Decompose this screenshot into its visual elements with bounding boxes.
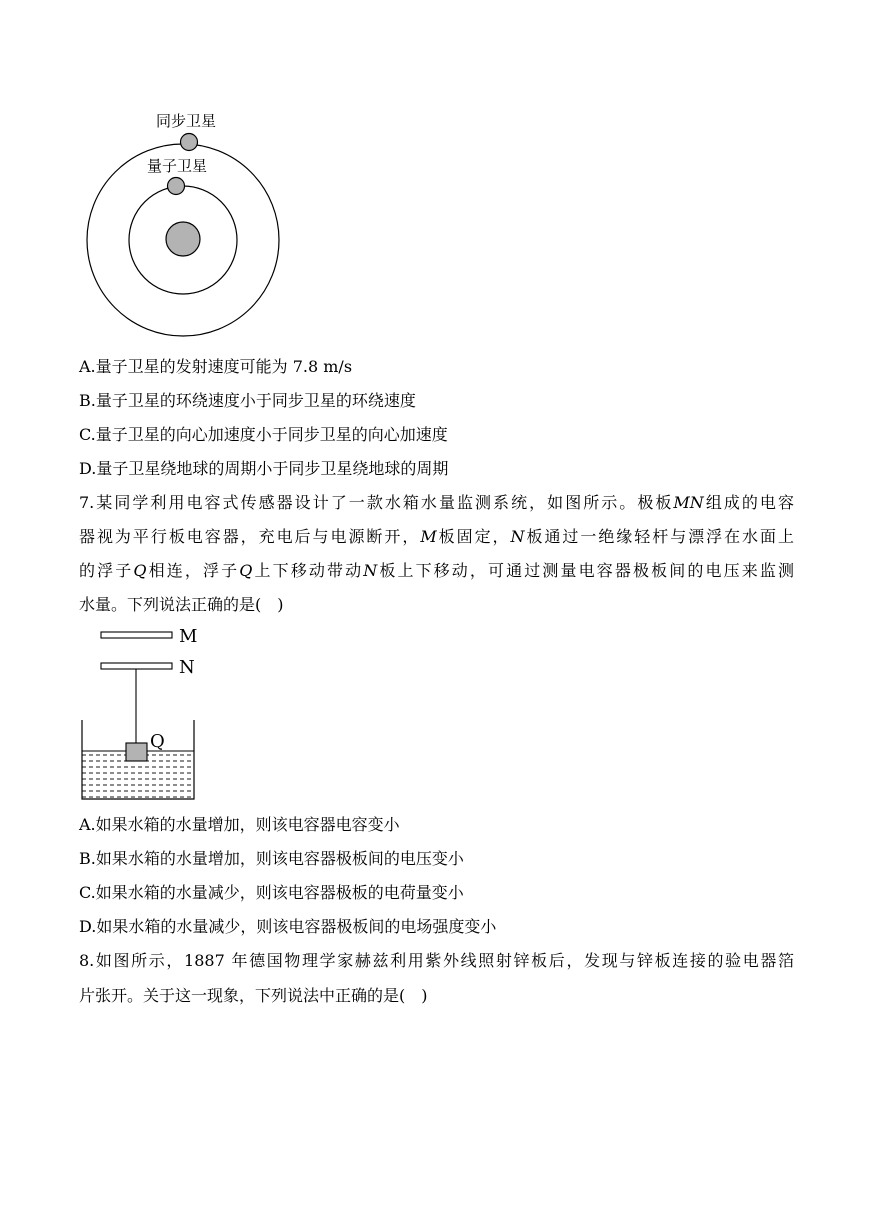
q7-stem-line-2: 器视为平行板电容器，充电后与电源断开，M板固定，N板通过一绝缘轻杆与漂浮在水面上	[79, 527, 794, 546]
q7-stem-line-4: 水量。下列说法正确的是( )	[79, 595, 284, 614]
plate-m	[101, 632, 172, 638]
plate-n	[101, 663, 172, 669]
float-q-label: Q	[150, 731, 165, 752]
q7-stem-line-1: 7.某同学利用电容式传感器设计了一款水箱水量监测系统，如图所示。极板MN组成的电容	[79, 493, 794, 512]
q6-option-b: B.量子卫星的环绕速度小于同步卫星的环绕速度	[79, 391, 416, 410]
plate-n-label: N	[179, 657, 195, 678]
q8-stem-line-1: 8.如图所示，1887 年德国物理学家赫兹利用紫外线照射锌板后，发现与锌板连接的验电器箔	[79, 951, 794, 970]
q7-option-a: A.如果水箱的水量增加，则该电容器电容变小	[79, 815, 400, 834]
q6-option-a: A.量子卫星的发射速度可能为 7.8 m/s	[79, 357, 353, 376]
q7-option-d: D.如果水箱的水量减少，则该电容器极板间的电场强度变小	[79, 917, 497, 936]
sync-satellite-label: 同步卫星	[156, 112, 217, 130]
float-q-icon	[126, 743, 147, 761]
quantum-satellite-label: 量子卫星	[147, 157, 208, 175]
quantum-satellite-icon	[168, 178, 185, 195]
q7-option-b: B.如果水箱的水量增加，则该电容器极板间的电压变小	[79, 849, 464, 868]
q7-option-c: C.如果水箱的水量减少，则该电容器极板的电荷量变小	[79, 883, 464, 902]
q8-stem-line-2: 片张开。关于这一现象，下列说法中正确的是( )	[79, 986, 428, 1005]
plate-m-label: M	[179, 626, 198, 647]
earth-icon	[166, 222, 200, 256]
q6-option-d: D.量子卫星绕地球的周期小于同步卫星绕地球的周期	[79, 459, 449, 478]
capacitor-diagram	[75, 620, 215, 808]
q7-stem-line-3: 的浮子Q相连，浮子Q上下移动带动N板上下移动，可通过测量电容器极板间的电压来监测	[79, 561, 794, 580]
orbit-diagram	[80, 105, 280, 340]
sync-satellite-icon	[181, 134, 198, 151]
q6-option-c: C.量子卫星的向心加速度小于同步卫星的向心加速度	[79, 425, 448, 444]
